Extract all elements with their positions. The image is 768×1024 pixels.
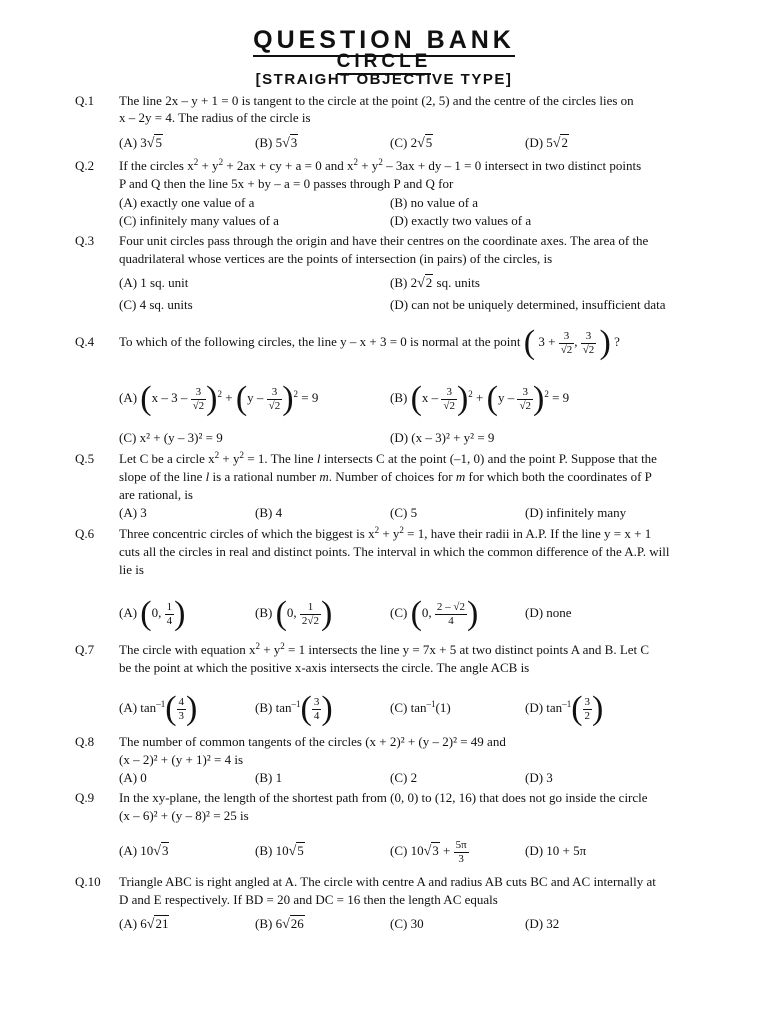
option-b[interactable]: (B) 1 (255, 770, 283, 785)
question-text: Let C be a circle $x^2 + y^2 = 1$. The line l intersects C at the point (–1, 0) and the point P. Suppose that the (119, 450, 657, 466)
question-text: The line 2x – y + 1 = 0 is tangent to the circle at the point (2, 5) and the centre of the circles lies on (119, 93, 634, 108)
option-b[interactable]: (B) $\tan^{-1}$( $\frac{3}{4}$ ) (255, 690, 333, 728)
option-c[interactable]: (C) 2√5 (390, 135, 433, 151)
page-title: QUESTION BANK (0, 26, 768, 55)
question-text: The number of common tangents of the circles (x + 2)² + (y – 2)² = 49 and (119, 734, 506, 749)
question-text: If the circles $x^2 + y^2 + 2ax$ + cy + a = 0 and $x^2 + y^2 - 3ax$ + dy – 1 = 0 intersect in two distinct points (119, 157, 642, 173)
question-text: The circle with equation $x^2 + y^2 = 1$ intersects the line y = 7x + 5 at two distinct points A and B. Let C (119, 641, 650, 657)
question-text: To which of the following circles, the line y – x + 3 = 0 is normal at the point ( 3 + $\frac{3}{√2}$ , $\frac{3}{√2}$ ) ? (119, 324, 620, 362)
question-text: quadrilateral whose vertices are the points of intersection (in pairs) of the circles, is (119, 251, 553, 266)
question-text: Four unit circles pass through the origin and have their centres on the coordinate axes. The area of the (119, 233, 649, 248)
question-number: Q.3 (75, 233, 95, 248)
option-d[interactable]: (D) 10 + 5π (525, 843, 587, 858)
option-c[interactable]: (C) 10√3 + $\frac{5\pi}{3}$ (390, 838, 467, 865)
question-number: Q.10 (75, 874, 101, 889)
option-c[interactable]: (C) (0, $\frac{2 - √2}{4}$ ) (390, 595, 479, 633)
question-text: be the point at which the positive x-axis intersects the circle. The angle ACB is (119, 660, 530, 675)
question-number: Q.8 (75, 734, 95, 749)
question-text: P and Q then the line 5x + by – a = 0 passes through P and Q for (119, 176, 454, 191)
option-a[interactable]: (A) 1 sq. unit (119, 275, 189, 290)
question-number: Q.5 (75, 451, 95, 466)
option-c[interactable]: (C) 30 (390, 916, 424, 931)
option-a[interactable]: (A) 6√21 (119, 916, 169, 932)
option-a[interactable]: (A) 3 (119, 505, 147, 520)
option-d[interactable]: (D) none (525, 605, 572, 620)
question-type-heading: [STRAIGHT OBJECTIVE TYPE] (255, 71, 513, 88)
question-text: (x – 2)² + (y + 1)² = 4 is (119, 752, 244, 767)
option-b[interactable]: (B) 10√5 (255, 843, 304, 859)
option-b[interactable]: (B) no value of a (390, 195, 479, 210)
option-d[interactable]: (D) infinitely many (525, 505, 627, 520)
question-text: (x – 6)² + (y – 8)² = 25 is (119, 808, 249, 823)
question-number: Q.2 (75, 158, 95, 173)
option-c[interactable]: (C) $\tan^{-1}(1)$ (390, 699, 451, 715)
question-text: Triangle ABC is right angled at A. The circle with centre A and radius AB cuts BC and AC internally at (119, 874, 656, 889)
question-text: are rational, is (119, 487, 193, 502)
option-b[interactable]: (B) 5√3 (255, 135, 298, 151)
question-text: lie is (119, 562, 144, 577)
option-c[interactable]: (C) 2 (390, 770, 418, 785)
option-b[interactable]: (B) 4 (255, 505, 283, 520)
question-number: Q.9 (75, 790, 95, 805)
option-d[interactable]: (D) 32 (525, 916, 560, 931)
option-b[interactable]: (B) (0, $\frac{1}{2√2}$ ) (255, 595, 333, 633)
option-b[interactable]: (B) (x – $\frac{3}{√2}$ )$^2$ + (y – $\frac{3}{√2}$ )$^2$ = 9 (390, 380, 570, 418)
option-a[interactable]: (A) (0, $\frac{1}{4}$ ) (119, 595, 186, 633)
question-text: In the xy-plane, the length of the shortest path from (0, 0) to (12, 16) that does not go inside the circle (119, 790, 648, 805)
question-text: x – 2y = 4. The radius of the circle is (119, 110, 311, 125)
option-a[interactable]: (A) (x – 3 – $\frac{3}{√2}$ )$^2$ + (y – $\frac{3}{√2}$ )$^2$ = 9 (119, 380, 319, 418)
option-d[interactable]: (D) (x – 3)² + y² = 9 (390, 430, 495, 445)
option-a[interactable]: (A) exactly one value of a (119, 195, 255, 210)
question-number: Q.7 (75, 642, 95, 657)
option-a[interactable]: (A) 3√5 (119, 135, 162, 151)
page-subtitle: CIRCLE (0, 51, 768, 73)
option-d[interactable]: (D) 5√2 (525, 135, 568, 151)
question-text: cuts all the circles in real and distinct points. The interval in which the common difference of the A.P. will (119, 544, 670, 559)
question-number: Q.4 (75, 334, 95, 349)
question-text: D and E respectively. If BD = 20 and DC = 16 then the length AC equals (119, 892, 498, 907)
option-a[interactable]: (A) 10√3 (119, 843, 169, 859)
option-d[interactable]: (D) $\tan^{-1}$( $\frac{3}{2}$ ) (525, 690, 604, 728)
option-c[interactable]: (C) infinitely many values of a (119, 213, 279, 228)
option-d[interactable]: (D) 3 (525, 770, 553, 785)
option-c[interactable]: (C) 5 (390, 505, 418, 520)
question-text: Three concentric circles of which the biggest is $x^2 + y^2 = 1$, have their radii in A.P. If the line y = x + 1 (119, 525, 652, 541)
question-text: slope of the line l is a rational number m. Number of choices for m for which both the coordinates of P (119, 469, 652, 484)
question-number: Q.1 (75, 93, 95, 108)
option-c[interactable]: (C) 4 sq. units (119, 297, 193, 312)
option-b[interactable]: (B) 6√26 (255, 916, 304, 932)
option-a[interactable]: (A) 0 (119, 770, 147, 785)
option-c[interactable]: (C) x² + (y – 3)² = 9 (119, 430, 223, 445)
option-b[interactable]: (B) 2√2 sq. units (390, 275, 480, 291)
option-d[interactable]: (D) exactly two values of a (390, 213, 532, 228)
question-number: Q.6 (75, 526, 95, 541)
option-d[interactable]: (D) can not be uniquely determined, insufficient data (390, 297, 666, 312)
option-a[interactable]: (A) $\tan^{-1}$( $\frac{4}{3}$ ) (119, 690, 198, 728)
